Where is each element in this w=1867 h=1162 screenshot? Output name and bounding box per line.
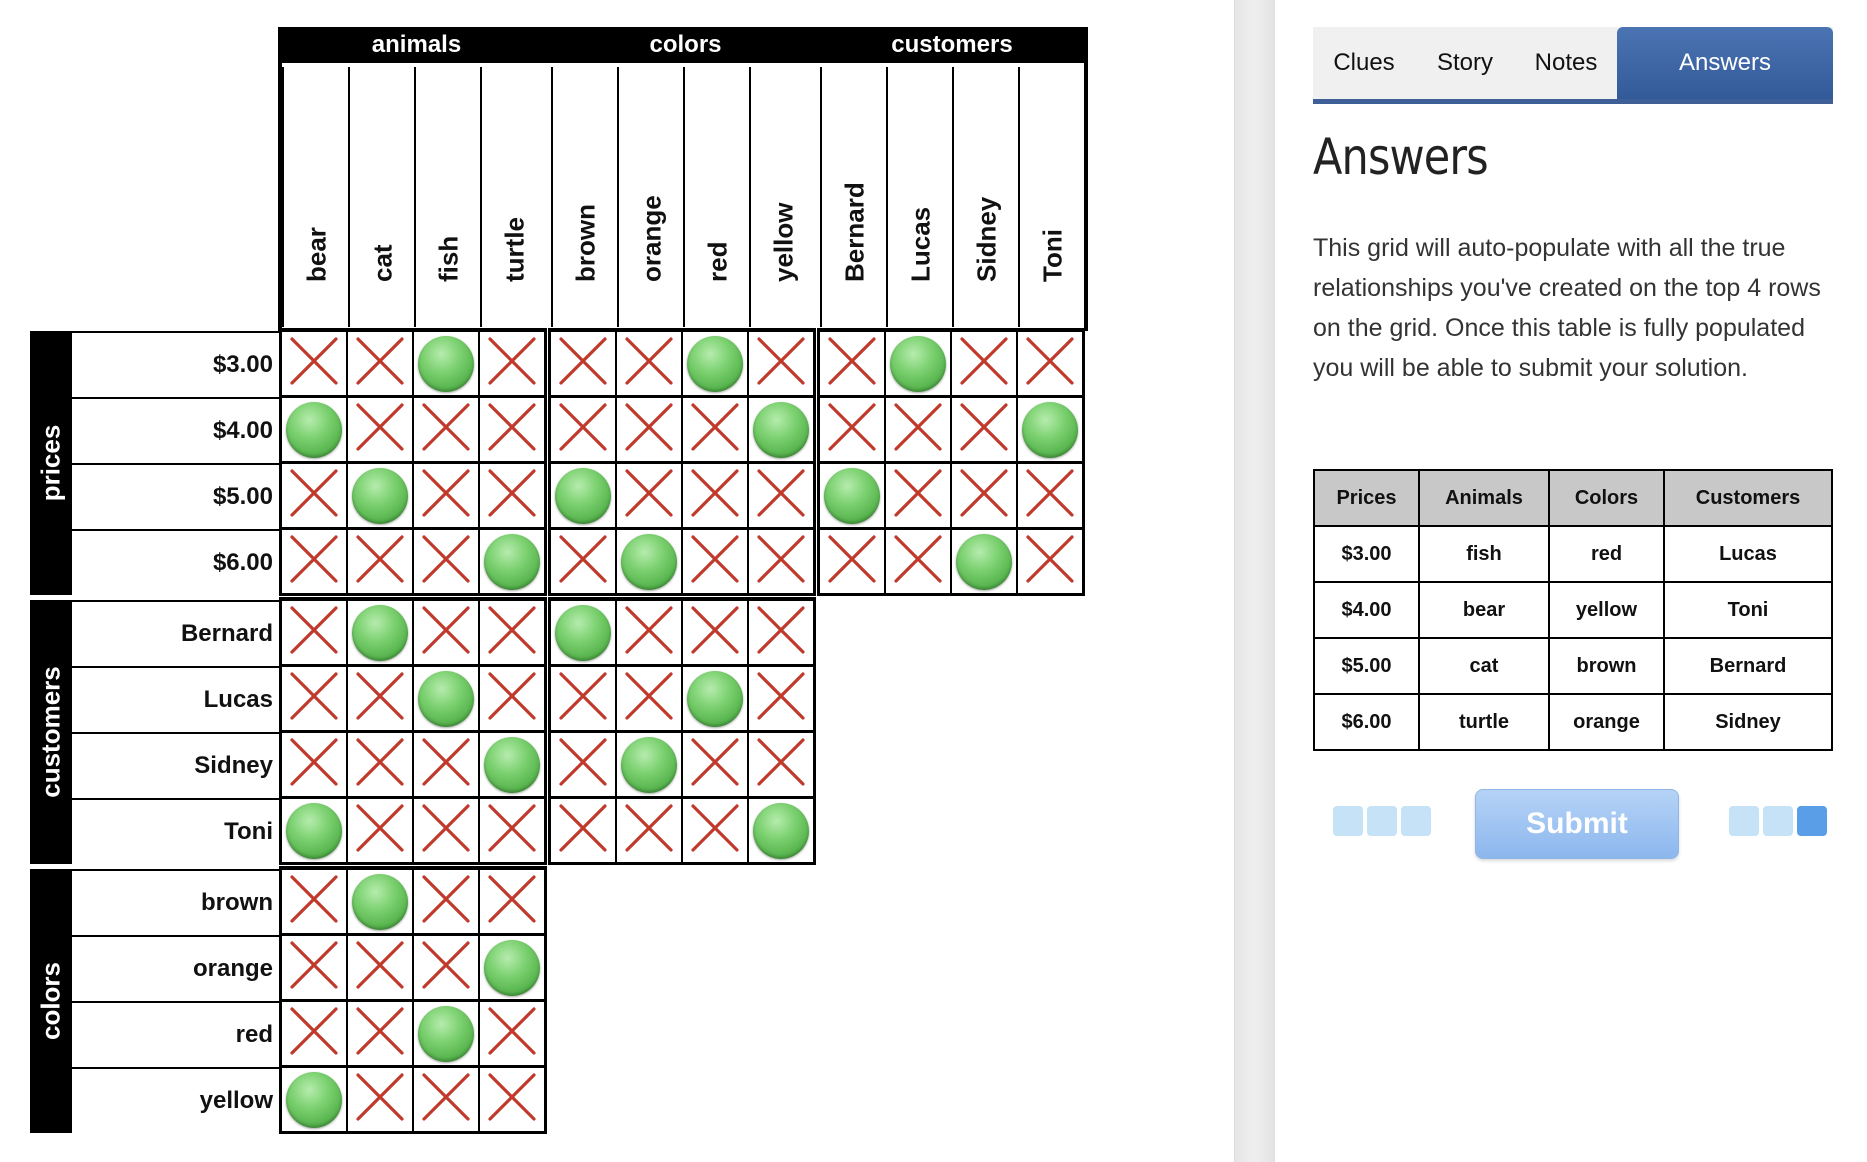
pager-right	[1729, 806, 1827, 836]
false-mark-x-icon	[353, 801, 407, 860]
false-mark-x-icon	[825, 400, 879, 459]
true-mark-circle-icon	[824, 468, 880, 524]
false-mark-x-icon	[957, 466, 1011, 525]
true-mark-circle-icon	[484, 940, 540, 996]
false-mark-x-icon	[419, 872, 473, 931]
grid-cell-false[interactable]	[820, 398, 884, 461]
tab-story[interactable]: Story	[1436, 49, 1493, 76]
table-cell: yellow	[1549, 582, 1664, 638]
false-mark-x-icon	[754, 532, 808, 591]
grid-cell-false[interactable]	[282, 601, 346, 664]
column-header-yellow	[749, 67, 817, 327]
grid-cell-false[interactable]	[282, 936, 346, 999]
grid-cell-false[interactable]	[348, 799, 412, 862]
tab-answers[interactable]: Answers	[1617, 27, 1833, 99]
false-mark-x-icon	[891, 532, 945, 591]
table-cell: $5.00	[1314, 638, 1419, 694]
grid-cell-true[interactable]	[282, 398, 346, 461]
grid-cell-false[interactable]	[551, 398, 615, 461]
false-mark-x-icon	[556, 735, 610, 794]
row-category-label: prices	[35, 424, 66, 502]
grid-cell-false[interactable]	[683, 799, 747, 862]
false-mark-x-icon	[485, 400, 539, 459]
grid-cell-false[interactable]	[886, 530, 950, 593]
grid-cell-false[interactable]	[683, 398, 747, 461]
false-mark-x-icon	[556, 400, 610, 459]
false-mark-x-icon	[1023, 334, 1077, 393]
grid-cell-false[interactable]	[348, 398, 412, 461]
false-mark-x-icon	[891, 400, 945, 459]
grid-cell-false[interactable]	[617, 799, 681, 862]
true-mark-circle-icon	[484, 534, 540, 590]
false-mark-x-icon	[287, 334, 341, 393]
grid-cell-true[interactable]	[414, 1002, 478, 1065]
grid-cell-false[interactable]	[414, 733, 478, 796]
false-mark-x-icon	[825, 532, 879, 591]
grid-cell-false[interactable]	[617, 464, 681, 527]
column-header-label: cat	[367, 244, 398, 282]
false-mark-x-icon	[622, 400, 676, 459]
grid-cell-false[interactable]	[952, 398, 1016, 461]
table-cell: cat	[1419, 638, 1549, 694]
false-mark-x-icon	[754, 735, 808, 794]
true-mark-circle-icon	[890, 336, 946, 392]
row-category-label: colors	[35, 961, 66, 1041]
false-mark-x-icon	[622, 466, 676, 525]
true-mark-circle-icon	[956, 534, 1012, 590]
grid-cell-false[interactable]	[683, 464, 747, 527]
grid-cell-true[interactable]	[348, 601, 412, 664]
answers-description: This grid will auto-populate with all the true relationships you've created on the top 4 rows on the grid. Once this table is fully populated you will be able to submit your solution.	[1313, 234, 1821, 382]
true-mark-circle-icon	[418, 336, 474, 392]
true-mark-circle-icon	[286, 1072, 342, 1128]
grid-cell-false[interactable]	[414, 464, 478, 527]
pager-dot[interactable]	[1763, 806, 1793, 836]
grid-cell-false[interactable]	[617, 667, 681, 730]
table-row	[1314, 694, 1832, 750]
grid-cell-true[interactable]	[414, 667, 478, 730]
false-mark-x-icon	[1023, 466, 1077, 525]
grid-cell-true[interactable]	[480, 530, 544, 593]
column-header-label: fish	[433, 235, 464, 282]
grid-cell-false[interactable]	[480, 464, 544, 527]
grid-cell-false[interactable]	[480, 870, 544, 933]
row-category-prices	[30, 331, 72, 595]
table-row	[1314, 638, 1832, 694]
table-cell: brown	[1549, 638, 1664, 694]
false-mark-x-icon	[353, 938, 407, 997]
true-mark-circle-icon	[418, 1006, 474, 1062]
grid-cell-false[interactable]	[820, 530, 884, 593]
row-header-600: $6.00	[72, 529, 282, 595]
grid-cell-true[interactable]	[749, 398, 813, 461]
column-header-prices: Prices	[1314, 470, 1419, 526]
false-mark-x-icon	[353, 1070, 407, 1129]
false-mark-x-icon	[353, 400, 407, 459]
false-mark-x-icon	[353, 1004, 407, 1063]
grid-cell-true[interactable]	[348, 870, 412, 933]
table-row	[1314, 526, 1832, 582]
false-mark-x-icon	[419, 532, 473, 591]
grid-cell-true[interactable]	[348, 464, 412, 527]
table-cell: fish	[1419, 526, 1549, 582]
grid-cell-true[interactable]	[683, 667, 747, 730]
row-header-300: $3.00	[72, 331, 282, 397]
grid-cell-false[interactable]	[551, 799, 615, 862]
true-mark-circle-icon	[418, 671, 474, 727]
true-mark-circle-icon	[621, 737, 677, 793]
false-mark-x-icon	[556, 801, 610, 860]
grid-cell-false[interactable]	[348, 1002, 412, 1065]
answers-header-row	[1314, 470, 1832, 526]
false-mark-x-icon	[891, 466, 945, 525]
column-header-brown	[551, 67, 619, 327]
row-header-500: $5.00	[72, 463, 282, 529]
row-header-400: $4.00	[72, 397, 282, 463]
true-mark-circle-icon	[1022, 402, 1078, 458]
grid-cell-false[interactable]	[886, 464, 950, 527]
false-mark-x-icon	[287, 532, 341, 591]
row-header-sidney: Sidney	[72, 732, 282, 798]
grid-cell-true[interactable]	[414, 332, 478, 395]
false-mark-x-icon	[688, 400, 742, 459]
grid-cell-false[interactable]	[952, 332, 1016, 395]
grid-cell-false[interactable]	[348, 733, 412, 796]
true-mark-circle-icon	[555, 605, 611, 661]
row-header-orange: orange	[72, 935, 282, 1001]
side-panel	[1313, 0, 1833, 1162]
false-mark-x-icon	[688, 532, 742, 591]
column-header-bear	[282, 67, 350, 327]
grid-cell-false[interactable]	[683, 530, 747, 593]
false-mark-x-icon	[556, 334, 610, 393]
column-category-customers: customers	[820, 27, 1084, 63]
table-cell: Toni	[1664, 582, 1832, 638]
grid-cell-false[interactable]	[480, 398, 544, 461]
grid-cell-true[interactable]	[617, 530, 681, 593]
grid-cell-false[interactable]	[414, 530, 478, 593]
table-cell: bear	[1419, 582, 1549, 638]
grid-cell-true[interactable]	[749, 799, 813, 862]
grid-cell-false[interactable]	[414, 936, 478, 999]
panel-divider[interactable]	[1234, 0, 1275, 1162]
column-header-lucas	[886, 67, 954, 327]
false-mark-x-icon	[287, 603, 341, 662]
false-mark-x-icon	[688, 735, 742, 794]
grid-cell-false[interactable]	[617, 332, 681, 395]
false-mark-x-icon	[556, 669, 610, 728]
grid-cell-false[interactable]	[282, 530, 346, 593]
answers-table	[1313, 469, 1833, 751]
grid-cell-false[interactable]	[749, 601, 813, 664]
grid-cell-false[interactable]	[749, 733, 813, 796]
column-header-cat	[348, 67, 416, 327]
pager-dot[interactable]	[1401, 806, 1431, 836]
true-mark-circle-icon	[687, 336, 743, 392]
false-mark-x-icon	[419, 466, 473, 525]
true-mark-circle-icon	[484, 737, 540, 793]
false-mark-x-icon	[287, 938, 341, 997]
false-mark-x-icon	[419, 400, 473, 459]
grid-cell-true[interactable]	[551, 601, 615, 664]
row-header-red: red	[72, 1001, 282, 1067]
false-mark-x-icon	[353, 532, 407, 591]
table-row	[1314, 582, 1832, 638]
column-header-label: brown	[570, 204, 601, 282]
grid-cell-false[interactable]	[480, 332, 544, 395]
table-cell: Bernard	[1664, 638, 1832, 694]
grid-cell-false[interactable]	[952, 464, 1016, 527]
column-category-colors: colors	[551, 27, 820, 63]
grid-cell-false[interactable]	[282, 870, 346, 933]
false-mark-x-icon	[957, 334, 1011, 393]
row-header-yellow: yellow	[72, 1067, 282, 1133]
grid-cell-false[interactable]	[749, 530, 813, 593]
column-header-turtle	[480, 67, 548, 327]
row-header-brown: brown	[72, 869, 282, 935]
grid-cell-false[interactable]	[617, 398, 681, 461]
pager-dot[interactable]	[1367, 806, 1397, 836]
submit-button[interactable]: Submit	[1475, 789, 1679, 859]
false-mark-x-icon	[353, 735, 407, 794]
column-header-red	[683, 67, 751, 327]
table-cell: orange	[1549, 694, 1664, 750]
column-header-animals: Animals	[1419, 470, 1549, 526]
false-mark-x-icon	[353, 669, 407, 728]
column-header-label: yellow	[768, 202, 799, 282]
grid-cell-false[interactable]	[551, 332, 615, 395]
column-header-label: Sidney	[971, 196, 1002, 282]
grid-cell-true[interactable]	[480, 936, 544, 999]
false-mark-x-icon	[485, 801, 539, 860]
false-mark-x-icon	[287, 872, 341, 931]
column-header-label: Lucas	[905, 206, 936, 282]
true-mark-circle-icon	[753, 402, 809, 458]
false-mark-x-icon	[287, 669, 341, 728]
grid-cell-false[interactable]	[683, 601, 747, 664]
grid-cell-false[interactable]	[348, 1068, 412, 1131]
false-mark-x-icon	[485, 1070, 539, 1129]
pager-dot-active[interactable]	[1797, 806, 1827, 836]
false-mark-x-icon	[957, 400, 1011, 459]
grid-cell-false[interactable]	[683, 733, 747, 796]
false-mark-x-icon	[622, 669, 676, 728]
grid-cell-false[interactable]	[820, 332, 884, 395]
grid-cell-false[interactable]	[348, 530, 412, 593]
grid-cell-true[interactable]	[820, 464, 884, 527]
column-header-sidney	[952, 67, 1020, 327]
row-header-bernard: Bernard	[72, 600, 282, 666]
grid-cell-true[interactable]	[551, 464, 615, 527]
grid-cell-false[interactable]	[1018, 530, 1082, 593]
column-header-label: turtle	[499, 217, 530, 282]
false-mark-x-icon	[688, 466, 742, 525]
table-cell: Lucas	[1664, 526, 1832, 582]
table-cell: turtle	[1419, 694, 1549, 750]
pager-dot[interactable]	[1729, 806, 1759, 836]
true-mark-circle-icon	[352, 468, 408, 524]
false-mark-x-icon	[825, 334, 879, 393]
table-cell: red	[1549, 526, 1664, 582]
true-mark-circle-icon	[352, 874, 408, 930]
page-title: Answers	[1313, 128, 1488, 186]
row-category-label: customers	[35, 666, 66, 798]
table-cell: $3.00	[1314, 526, 1419, 582]
grid-cell-false[interactable]	[749, 667, 813, 730]
grid-cell-true[interactable]	[480, 733, 544, 796]
true-mark-circle-icon	[621, 534, 677, 590]
false-mark-x-icon	[754, 466, 808, 525]
column-header-label: bear	[301, 227, 332, 282]
grid-cell-false[interactable]	[480, 667, 544, 730]
pager-dot[interactable]	[1333, 806, 1363, 836]
grid-cell-false[interactable]	[348, 332, 412, 395]
false-mark-x-icon	[688, 801, 742, 860]
false-mark-x-icon	[622, 603, 676, 662]
grid-cell-false[interactable]	[414, 870, 478, 933]
false-mark-x-icon	[419, 735, 473, 794]
grid-cell-false[interactable]	[480, 601, 544, 664]
grid-cell-false[interactable]	[551, 530, 615, 593]
tab-notes[interactable]: Notes	[1534, 49, 1598, 76]
false-mark-x-icon	[419, 801, 473, 860]
row-header-lucas: Lucas	[72, 666, 282, 732]
table-cell: $4.00	[1314, 582, 1419, 638]
grid-cell-true[interactable]	[683, 332, 747, 395]
false-mark-x-icon	[754, 603, 808, 662]
false-mark-x-icon	[622, 334, 676, 393]
grid-cell-false[interactable]	[1018, 464, 1082, 527]
false-mark-x-icon	[287, 1004, 341, 1063]
false-mark-x-icon	[485, 466, 539, 525]
column-header-bernard	[820, 67, 888, 327]
true-mark-circle-icon	[555, 468, 611, 524]
false-mark-x-icon	[287, 466, 341, 525]
grid-cell-false[interactable]	[282, 733, 346, 796]
tab-clues[interactable]: Clues	[1333, 49, 1395, 76]
grid-cell-true[interactable]	[1018, 398, 1082, 461]
false-mark-x-icon	[485, 669, 539, 728]
false-mark-x-icon	[1023, 532, 1077, 591]
table-cell: Sidney	[1664, 694, 1832, 750]
pager-left	[1333, 806, 1431, 836]
false-mark-x-icon	[754, 669, 808, 728]
column-header-label: red	[702, 241, 733, 282]
column-category-animals: animals	[282, 27, 551, 63]
grid-cell-true[interactable]	[886, 332, 950, 395]
grid-cell-false[interactable]	[282, 464, 346, 527]
column-header-orange	[617, 67, 685, 327]
row-category-customers	[30, 600, 72, 864]
row-header-toni: Toni	[72, 798, 282, 864]
grid-cell-false[interactable]	[414, 799, 478, 862]
column-header-colors: Colors	[1549, 470, 1664, 526]
grid-cell-false[interactable]	[282, 332, 346, 395]
false-mark-x-icon	[485, 872, 539, 931]
grid-cell-true[interactable]	[282, 799, 346, 862]
false-mark-x-icon	[485, 603, 539, 662]
grid-cell-true[interactable]	[617, 733, 681, 796]
true-mark-circle-icon	[753, 803, 809, 859]
grid-cell-false[interactable]	[886, 398, 950, 461]
table-cell: $6.00	[1314, 694, 1419, 750]
grid-cell-false[interactable]	[551, 733, 615, 796]
grid-cell-false[interactable]	[414, 398, 478, 461]
row-category-colors	[30, 869, 72, 1133]
false-mark-x-icon	[485, 334, 539, 393]
false-mark-x-icon	[754, 334, 808, 393]
grid-cell-false[interactable]	[551, 667, 615, 730]
tab-bar	[1313, 27, 1833, 104]
column-header-label: orange	[636, 195, 667, 282]
column-header-label: Bernard	[839, 182, 870, 282]
false-mark-x-icon	[622, 801, 676, 860]
grid-cell-false[interactable]	[617, 601, 681, 664]
false-mark-x-icon	[485, 1004, 539, 1063]
grid-cell-true[interactable]	[282, 1068, 346, 1131]
column-header-customers: Customers	[1664, 470, 1832, 526]
false-mark-x-icon	[287, 735, 341, 794]
true-mark-circle-icon	[687, 671, 743, 727]
false-mark-x-icon	[353, 334, 407, 393]
true-mark-circle-icon	[286, 402, 342, 458]
false-mark-x-icon	[419, 603, 473, 662]
false-mark-x-icon	[556, 532, 610, 591]
true-mark-circle-icon	[286, 803, 342, 859]
grid-cell-false[interactable]	[1018, 332, 1082, 395]
grid-cell-false[interactable]	[749, 464, 813, 527]
column-header-toni	[1018, 67, 1086, 327]
grid-cell-false[interactable]	[348, 936, 412, 999]
column-header-label: Toni	[1037, 229, 1068, 282]
grid-cell-false[interactable]	[480, 1068, 544, 1131]
false-mark-x-icon	[419, 1070, 473, 1129]
false-mark-x-icon	[688, 603, 742, 662]
true-mark-circle-icon	[352, 605, 408, 661]
grid-cell-false[interactable]	[414, 601, 478, 664]
false-mark-x-icon	[419, 938, 473, 997]
grid-cell-false[interactable]	[480, 799, 544, 862]
grid-cell-false[interactable]	[348, 667, 412, 730]
column-header-fish	[414, 67, 482, 327]
grid-cell-false[interactable]	[282, 1002, 346, 1065]
grid-cell-false[interactable]	[480, 1002, 544, 1065]
grid-cell-false[interactable]	[749, 332, 813, 395]
grid-cell-false[interactable]	[414, 1068, 478, 1131]
grid-cell-true[interactable]	[952, 530, 1016, 593]
grid-cell-false[interactable]	[282, 667, 346, 730]
